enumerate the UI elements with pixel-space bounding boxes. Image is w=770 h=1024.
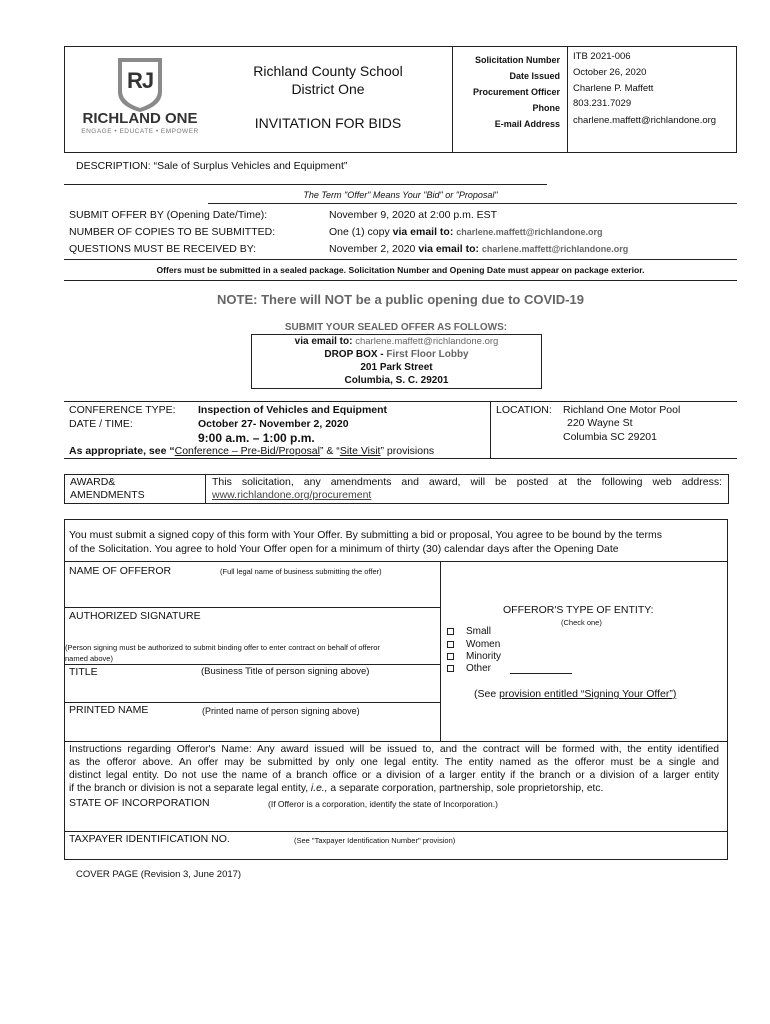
authorized-signature-hint-2: named above) (65, 654, 113, 663)
entity-other-checkbox[interactable] (447, 665, 454, 672)
logo-letters: RJ (126, 68, 154, 93)
provisions-site-visit: Site Visit (339, 445, 381, 457)
instructions-line-4-c: a separate corporation, partnership, sole proprietorship, etc. (327, 783, 604, 794)
logo-tagline: ENGAGE • EDUCATE • EMPOWER (81, 128, 199, 135)
entity-other-line[interactable] (510, 673, 572, 674)
label-procurement-officer: Procurement Officer (472, 87, 560, 97)
location-line3: Columbia SC 29201 (563, 431, 657, 443)
state-of-incorporation-field[interactable] (65, 810, 727, 830)
org-name-line1: Richland County School (253, 63, 403, 79)
value-procurement-officer: Charlene P. Maffett (573, 83, 654, 94)
entity-other-label: Other (466, 663, 492, 674)
entity-women-label: Women (466, 639, 501, 650)
rule-offer-4 (64, 702, 440, 703)
rule-submit (64, 259, 737, 260)
label-email: E-mail Address (494, 119, 560, 129)
provisions-prebid: Conference – Pre-Bid/Proposal (174, 445, 320, 457)
questions-label: QUESTIONS MUST BE RECEIVED BY: (69, 243, 257, 255)
authorized-signature-hint-1: (Person signing must be authorized to submit binding offer to enter contract on behalf of offeror (65, 643, 380, 652)
location-line2: 220 Wayne St (567, 417, 633, 429)
footer-cover-page: COVER PAGE (Revision 3, June 2017) (76, 869, 242, 880)
submit-by-value: November 9, 2020 at 2:00 p.m. EST (329, 209, 498, 221)
signing-offer-prefix: (See (474, 688, 500, 700)
name-of-offeror-label: NAME OF OFFEROR (69, 565, 172, 577)
title-field[interactable] (65, 680, 439, 700)
conference-time-value: 9:00 a.m. – 1:00 p.m. (198, 431, 315, 445)
questions-value-via: via email to: (418, 243, 482, 255)
entity-small-checkbox[interactable] (447, 628, 454, 635)
term-note: The Term "Offer" Means Your "Bid" or "Proposal" (303, 190, 498, 200)
rule-conference-bottom (64, 458, 737, 459)
rule-conference-top (64, 401, 737, 402)
conference-date-value: October 27- November 2, 2020 (198, 418, 349, 430)
authorized-signature-label: AUTHORIZED SIGNATURE (69, 610, 201, 622)
copies-value-count: One (1) copy (329, 226, 393, 238)
rule-conference-mid (490, 401, 491, 458)
rule-offer-vertical (440, 561, 441, 741)
provisions-suffix: ” provisions (380, 445, 435, 457)
header-divider-1 (452, 46, 453, 153)
questions-value-date: November 2, 2020 (329, 243, 419, 255)
entity-minority-checkbox[interactable] (447, 653, 454, 660)
sealed-offer-via: via email to: (294, 336, 356, 347)
org-name-line2: District One (291, 81, 365, 97)
entity-type-check-one: (Check one) (561, 618, 602, 627)
instructions-line-1: Instructions regarding Offeror's Name: Any award issued will be issued to, and the contract will be formed with, the entity identified (69, 744, 719, 755)
taxpayer-id-field[interactable] (65, 847, 727, 859)
copies-value-email[interactable]: charlene.maffett@richlandone.org (456, 227, 603, 237)
sealed-offer-dropbox: DROP BOX - (324, 349, 387, 360)
location-label: LOCATION: (496, 404, 552, 416)
value-email[interactable]: charlene.maffett@richlandone.org (573, 115, 717, 126)
copies-value (329, 226, 603, 238)
sealed-offer-email-line (251, 336, 542, 347)
value-solicitation: ITB 2021-006 (573, 51, 631, 62)
instructions-line-4-a: if the branch or division is not a separate legal entity, (69, 783, 311, 794)
logo-name: RICHLAND ONE (82, 110, 198, 127)
description: DESCRIPTION: “Sale of Surplus Vehicles and Equipment” (76, 160, 348, 172)
signing-offer-provision: provision entitled “Signing Your Offer”) (499, 688, 677, 700)
taxpayer-id-hint: (See "Taxpayer Identification Number" provision) (294, 836, 456, 845)
procurement-link[interactable]: www.richlandone.org/procurement (212, 489, 372, 501)
title-hint: (Business Title of person signing above) (201, 666, 370, 677)
label-phone: Phone (532, 103, 560, 113)
value-phone: 803.231.7029 (573, 98, 632, 109)
district-logo (70, 54, 210, 144)
value-date-issued: October 26, 2020 (573, 67, 647, 78)
instructions-line-3: distinct legal entity. Do not use the name of a branch office or a division of a larger entity if the branch or a division of a larger entity (69, 770, 719, 781)
name-of-offeror-field[interactable] (65, 578, 439, 606)
instructions-line-2: as the offeror above. An offer may be submitted by only one legal entity. The entity named as the offeror must be a single and (69, 757, 719, 768)
copies-value-via: via email to: (392, 226, 457, 238)
taxpayer-id-label: TAXPAYER IDENTIFICATION NO. (69, 833, 230, 845)
instructions-line-4 (69, 783, 603, 794)
instructions-line-4-ie: i.e., (310, 783, 328, 794)
award-divider (205, 474, 206, 504)
header-divider-2 (567, 46, 568, 153)
sealed-note: Offers must be submitted in a sealed package. Solicitation Number and Opening Date must appear on package exterior. (156, 265, 645, 275)
location-line1: Richland One Motor Pool (563, 404, 681, 416)
provisions-amp: ” & “ (319, 445, 340, 457)
title-label: TITLE (69, 666, 98, 678)
rule-description (64, 184, 547, 185)
printed-name-hint: (Printed name of person signing above) (202, 706, 360, 716)
copies-label: NUMBER OF COPIES TO BE SUBMITTED: (69, 226, 276, 238)
signing-offer-note (474, 688, 676, 700)
rule-offer-3 (64, 664, 440, 665)
offer-intro-2: of the Solicitation. You agree to hold Your Offer open for a minimum of thirty (30) calendar days after the Opening Date (69, 543, 619, 555)
sealed-offer-dropbox-line (251, 349, 542, 360)
rule-sealed (64, 280, 737, 281)
entity-small-label: Small (466, 626, 492, 637)
rule-term (208, 203, 737, 204)
printed-name-label: PRINTED NAME (69, 704, 149, 716)
label-date-issued: Date Issued (509, 71, 560, 81)
printed-name-field[interactable] (65, 718, 439, 740)
questions-value-email[interactable]: charlene.maffett@richlandone.org (481, 244, 629, 254)
authorized-signature-field[interactable] (65, 624, 439, 638)
award-label-2: AMENDMENTS (70, 489, 145, 501)
sealed-offer-street: 201 Park Street (360, 362, 433, 373)
entity-women-checkbox[interactable] (447, 641, 454, 648)
rule-offer-5 (64, 741, 728, 742)
award-text: This solicitation, any amendments and award, will be posted at the following web address: (212, 476, 722, 488)
label-solicitation: Solicitation Number (474, 55, 560, 65)
sealed-offer-heading: SUBMIT YOUR SEALED OFFER AS FOLLOWS: (284, 322, 508, 333)
rule-offer-6 (64, 831, 728, 832)
provisions-prefix: As appropriate, see “ (69, 445, 175, 457)
entity-minority-label: Minority (466, 651, 502, 662)
state-of-incorporation-hint: (If Offeror is a corporation, identify the state of Incorporation.) (268, 799, 498, 809)
conference-provisions (69, 445, 434, 457)
sealed-offer-city: Columbia, S. C. 29201 (344, 375, 449, 386)
name-of-offeror-hint: (Full legal name of business submitting the offer) (220, 567, 382, 576)
submit-by-label: SUBMIT OFFER BY (Opening Date/Time): (69, 209, 268, 221)
doc-title: INVITATION FOR BIDS (254, 115, 402, 131)
entity-type-heading: OFFEROR'S TYPE OF ENTITY: (503, 604, 654, 616)
sealed-offer-email[interactable]: charlene.maffett@richlandone.org (355, 336, 499, 347)
rule-offer-2 (64, 607, 440, 608)
sealed-offer-lobby: First Floor Lobby (386, 349, 469, 360)
covid-note: NOTE: There will NOT be a public opening due to COVID-19 (217, 292, 584, 307)
rule-offer-1 (64, 561, 728, 562)
offer-intro-1: You must submit a signed copy of this form with Your Offer. By submitting a bid or proposal, You agree to be bound by the terms (69, 529, 663, 541)
state-of-incorporation-label: STATE OF INCORPORATION (69, 797, 210, 809)
award-label-1: AWARD& (70, 476, 116, 488)
conference-type-label: CONFERENCE TYPE: (69, 404, 176, 416)
conference-type-value: Inspection of Vehicles and Equipment (198, 404, 388, 416)
conference-date-label: DATE / TIME: (69, 418, 133, 430)
questions-value (329, 243, 628, 255)
